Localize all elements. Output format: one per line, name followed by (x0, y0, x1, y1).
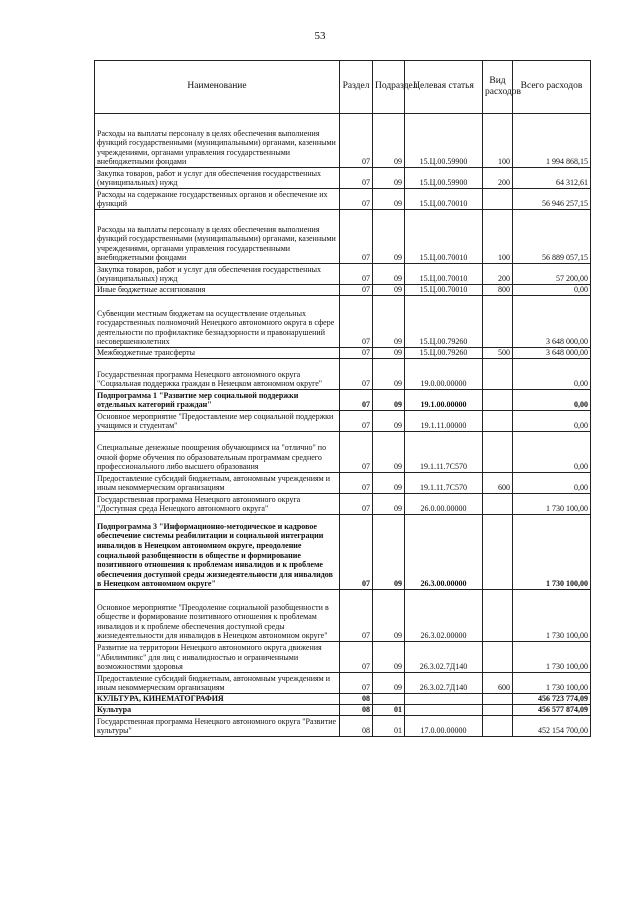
row-expense-type: 800 (483, 285, 513, 296)
row-amount: 3 648 000,00 (513, 348, 591, 359)
row-expense-type (483, 432, 513, 473)
row-amount: 56 889 057,15 (513, 210, 591, 264)
row-section: 07 (340, 673, 373, 694)
row-subsection: 09 (373, 114, 405, 168)
row-target: 26.3.00.00000 (405, 515, 483, 590)
table-row (95, 473, 591, 494)
table-row (95, 716, 591, 737)
table-row (95, 705, 591, 716)
row-section: 07 (340, 515, 373, 590)
row-name: Государственная программа Ненецкого автономного округа "Социальная поддержка граждан в Ненецком автономном округе" (95, 359, 340, 390)
table-row (95, 694, 591, 705)
header-expense-type: Вид расходов (483, 61, 513, 114)
row-target: 19.1.11.00000 (405, 411, 483, 432)
table-row (95, 285, 591, 296)
row-subsection: 09 (373, 473, 405, 494)
row-target: 19.1.00.00000 (405, 390, 483, 411)
header-name: Наименование (95, 61, 340, 114)
row-section: 07 (340, 168, 373, 189)
row-amount: 0,00 (513, 411, 591, 432)
row-name: Иные бюджетные ассигнования (95, 285, 340, 296)
row-expense-type: 600 (483, 673, 513, 694)
row-subsection: 09 (373, 296, 405, 348)
row-amount: 456 577 874,09 (513, 705, 591, 716)
row-target: 15.Ц.00.59900 (405, 114, 483, 168)
row-subsection: 09 (373, 348, 405, 359)
row-expense-type (483, 296, 513, 348)
row-name: Межбюджетные трансферты (95, 348, 340, 359)
table-row (95, 210, 591, 264)
header-subsection: Подраздел (373, 61, 405, 114)
row-target: 15.Ц.00.59900 (405, 168, 483, 189)
row-subsection: 01 (373, 716, 405, 737)
row-subsection: 09 (373, 210, 405, 264)
row-section: 07 (340, 296, 373, 348)
row-amount: 1 730 100,00 (513, 642, 591, 673)
row-expense-type (483, 705, 513, 716)
row-expense-type: 100 (483, 210, 513, 264)
row-section: 07 (340, 264, 373, 285)
row-section: 07 (340, 642, 373, 673)
table-row (95, 432, 591, 473)
row-amount: 3 648 000,00 (513, 296, 591, 348)
row-amount: 57 200,00 (513, 264, 591, 285)
row-amount: 452 154 700,00 (513, 716, 591, 737)
row-name: Развитие на территории Ненецкого автономного округа движения "Абилимпикс" для лиц с инвалидностью и ограниченными возможностями здоровья (95, 642, 340, 673)
table-row (95, 264, 591, 285)
row-name: Расходы на выплаты персоналу в целях обеспечения выполнения функций государственными (муниципальными) органами, казенными учреждениями, органами управления государственными внебюджетными фондами (95, 114, 340, 168)
row-expense-type (483, 390, 513, 411)
page-number: 53 (314, 30, 326, 42)
row-amount: 1 994 868,15 (513, 114, 591, 168)
row-expense-type (483, 515, 513, 590)
row-section: 07 (340, 359, 373, 390)
row-expense-type (483, 642, 513, 673)
row-expense-type (483, 359, 513, 390)
row-section: 08 (340, 716, 373, 737)
row-subsection: 09 (373, 168, 405, 189)
row-name: Расходы на содержание государственных органов и обеспечение их функций (95, 189, 340, 210)
row-target (405, 705, 483, 716)
row-subsection: 09 (373, 285, 405, 296)
row-target: 15.Ц.00.70010 (405, 189, 483, 210)
row-expense-type: 200 (483, 168, 513, 189)
row-section: 07 (340, 285, 373, 296)
table-row (95, 168, 591, 189)
row-target: 19.1.11.7С570 (405, 473, 483, 494)
table-row (95, 114, 591, 168)
table-row (95, 348, 591, 359)
row-target: 26.0.00.00000 (405, 494, 483, 515)
table-row (95, 359, 591, 390)
row-amount: 1 730 100,00 (513, 673, 591, 694)
row-amount: 0,00 (513, 390, 591, 411)
row-target (405, 694, 483, 705)
header-total: Всего расходов (513, 61, 591, 114)
row-amount: 64 312,61 (513, 168, 591, 189)
row-expense-type (483, 694, 513, 705)
row-expense-type: 600 (483, 473, 513, 494)
row-target: 15.Ц.00.79260 (405, 348, 483, 359)
row-target: 19.1.11.7С570 (405, 432, 483, 473)
row-subsection: 09 (373, 673, 405, 694)
row-subsection: 09 (373, 590, 405, 642)
row-expense-type (483, 411, 513, 432)
row-section: 07 (340, 114, 373, 168)
row-name: Специальные денежные поощрения обучающимся на "отлично" по очной форме обучения по образовательным программам среднего профессионального либо высшего образования (95, 432, 340, 473)
row-amount: 0,00 (513, 359, 591, 390)
table-row (95, 494, 591, 515)
row-target: 15.Ц.00.70010 (405, 210, 483, 264)
row-expense-type (483, 189, 513, 210)
table-row (95, 390, 591, 411)
row-subsection: 09 (373, 642, 405, 673)
row-target: 26.3.02.7Д140 (405, 673, 483, 694)
row-expense-type: 100 (483, 114, 513, 168)
row-name: Субвенции местным бюджетам на осуществление отдельных государственных полномочий Ненецкого автономного округа в сфере деятельности по профилактике безнадзорности и правонарушений несовершеннолетних (95, 296, 340, 348)
table-row (95, 411, 591, 432)
row-subsection: 09 (373, 411, 405, 432)
table-row (95, 296, 591, 348)
row-name: Основное мероприятие "Предоставление мер социальной поддержки учащимся и студентам" (95, 411, 340, 432)
table-row (95, 642, 591, 673)
row-name: КУЛЬТУРА, КИНЕМАТОГРАФИЯ (95, 694, 340, 705)
row-subsection: 01 (373, 705, 405, 716)
row-amount: 0,00 (513, 285, 591, 296)
table-row (95, 590, 591, 642)
row-name: Предоставление субсидий бюджетным, автономным учреждениям и иным некоммерческим организациям (95, 673, 340, 694)
row-name: Предоставление субсидий бюджетным, автономным учреждениям и иным некоммерческим организациям (95, 473, 340, 494)
header-target: Целевая статья (405, 61, 483, 114)
row-expense-type (483, 590, 513, 642)
header-section: Раздел (340, 61, 373, 114)
row-section: 07 (340, 494, 373, 515)
row-amount: 0,00 (513, 473, 591, 494)
row-section: 07 (340, 390, 373, 411)
row-subsection: 09 (373, 264, 405, 285)
row-target: 26.3.02.00000 (405, 590, 483, 642)
row-expense-type (483, 716, 513, 737)
row-subsection: 09 (373, 189, 405, 210)
row-name: Закупка товаров, работ и услуг для обеспечения государственных (муниципальных) нужд (95, 168, 340, 189)
table-row (95, 515, 591, 590)
row-target: 26.3.02.7Д140 (405, 642, 483, 673)
row-amount: 56 946 257,15 (513, 189, 591, 210)
row-target: 19.0.00.00000 (405, 359, 483, 390)
row-name: Закупка товаров, работ и услуг для обеспечения государственных (муниципальных) нужд (95, 264, 340, 285)
row-amount: 456 723 774,09 (513, 694, 591, 705)
row-subsection: 09 (373, 494, 405, 515)
table-row (95, 673, 591, 694)
row-expense-type (483, 494, 513, 515)
row-expense-type: 500 (483, 348, 513, 359)
row-name: Государственная программа Ненецкого автономного округа "Развитие культуры" (95, 716, 340, 737)
row-amount: 1 730 100,00 (513, 590, 591, 642)
row-subsection: 09 (373, 390, 405, 411)
row-section: 08 (340, 705, 373, 716)
row-expense-type: 200 (483, 264, 513, 285)
row-subsection: 09 (373, 359, 405, 390)
row-name: Культура (95, 705, 340, 716)
row-target: 15.Ц.00.70010 (405, 285, 483, 296)
row-section: 07 (340, 189, 373, 210)
row-subsection: 09 (373, 515, 405, 590)
table-row (95, 189, 591, 210)
row-section: 08 (340, 694, 373, 705)
row-amount: 0,00 (513, 432, 591, 473)
row-target: 17.0.00.00000 (405, 716, 483, 737)
row-section: 07 (340, 473, 373, 494)
row-section: 07 (340, 411, 373, 432)
row-amount: 1 730 100,00 (513, 515, 591, 590)
budget-table (94, 60, 591, 737)
row-subsection: 09 (373, 432, 405, 473)
row-section: 07 (340, 348, 373, 359)
table-header-row (95, 61, 591, 114)
row-name: Подпрограмма 1 "Развитие мер социальной поддержки отдельных категорий граждан" (95, 390, 340, 411)
row-section: 07 (340, 210, 373, 264)
row-target: 15.Ц.00.70010 (405, 264, 483, 285)
row-name: Расходы на выплаты персоналу в целях обеспечения выполнения функций государственными (муниципальными) органами, казенными учреждениями, органами управления государственными внебюджетными фондами (95, 210, 340, 264)
row-section: 07 (340, 590, 373, 642)
row-amount: 1 730 100,00 (513, 494, 591, 515)
row-section: 07 (340, 432, 373, 473)
row-subsection (373, 694, 405, 705)
row-target: 15.Ц.00.79260 (405, 296, 483, 348)
row-name: Основное мероприятие "Преодоление социальной разобщенности в обществе и формирование позитивного отношения к проблемам инвалидов и к проблеме обеспечения доступной среды жизнедеятельности для инвалидов в Ненецком автономном округе" (95, 590, 340, 642)
row-name: Подпрограмма 3 "Информационно-методическое и кадровое обеспечение системы реабилитации и социальной интеграции инвалидов в Ненецком автономном округе, преодоление социальной разобщенности в обществе и формирование позитивного отношения к проблемам инвалидов и к проблеме обеспечения доступной среды жизнедеятельности для инвалидов в Ненецком автономном округе" (95, 515, 340, 590)
row-name: Государственная программа Ненецкого автономного округа "Доступная среда Ненецкого автономного округа" (95, 494, 340, 515)
